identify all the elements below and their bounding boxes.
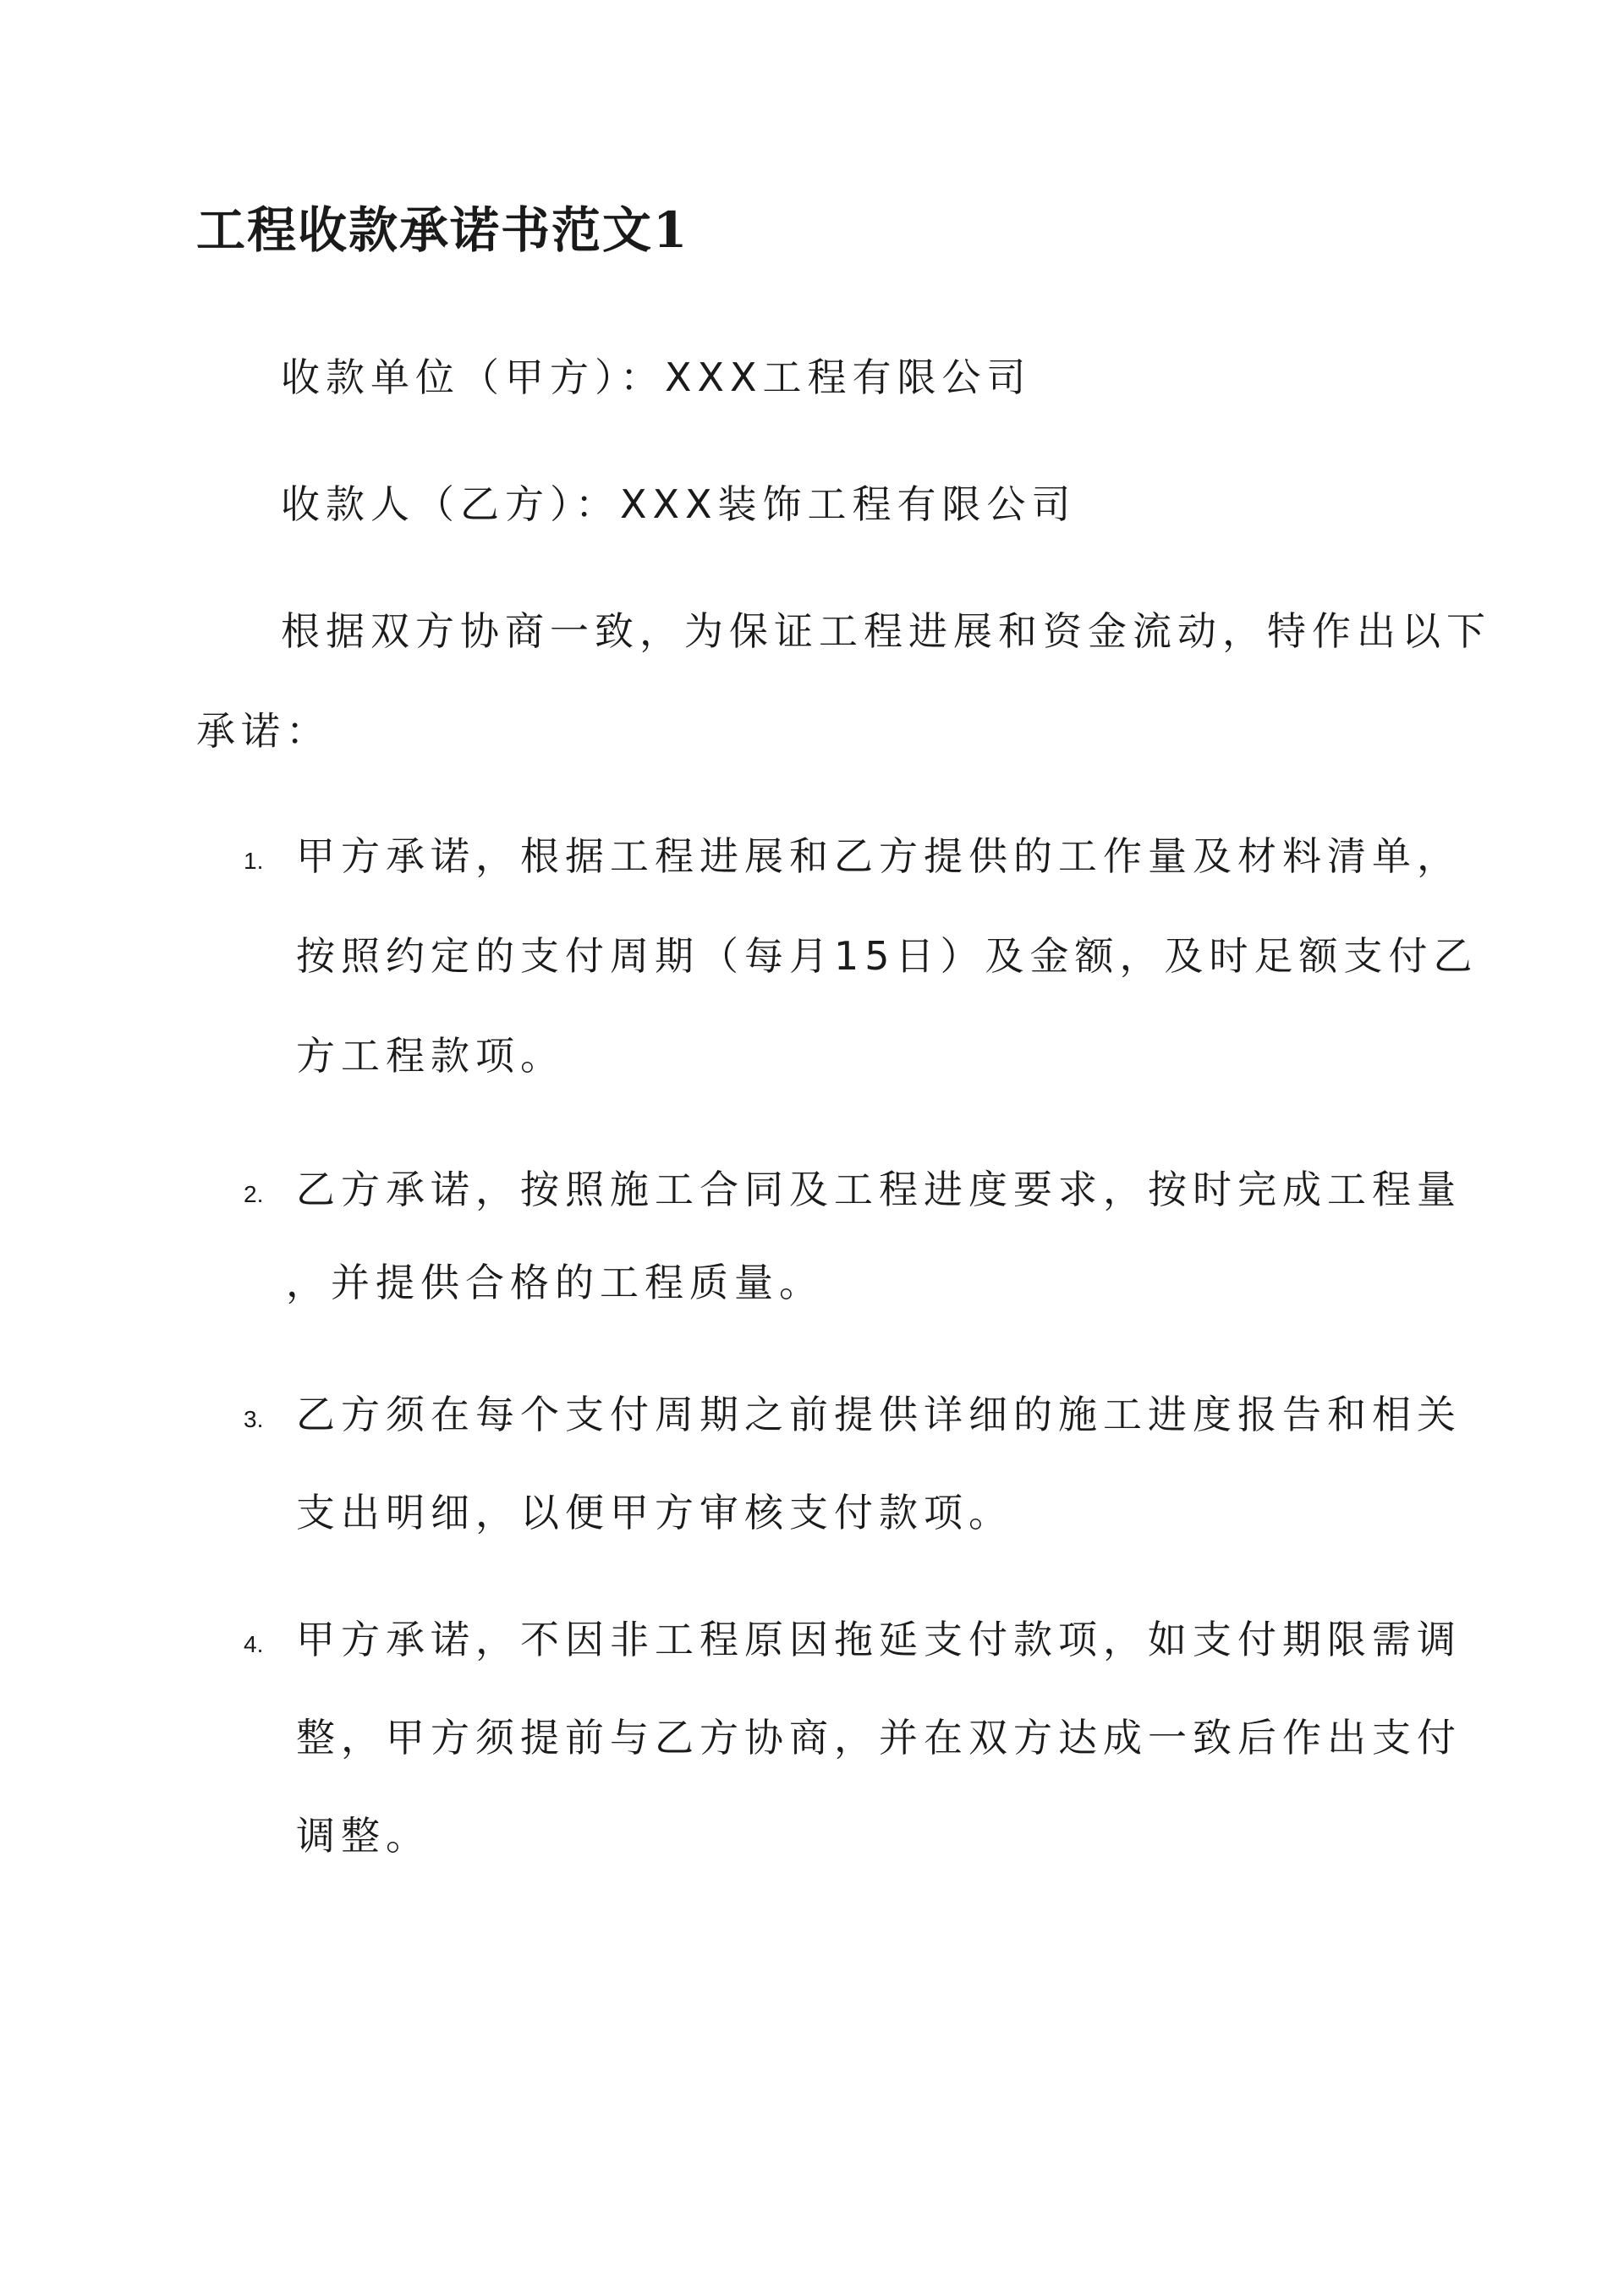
intro-line: 根据双方协商一致，为保证工程进展和资金流动，特作出以下 <box>281 608 1491 654</box>
item-line: 按照约定的支付周期（每月15日）及金额，及时足额支付乙 <box>296 933 1479 979</box>
item-line: 乙方承诺，按照施工合同及工程进度要求，按时完成工程量 <box>296 1167 1462 1212</box>
payee-line: 收款人（乙方）：XXX装饰工程有限公司 <box>281 481 1077 527</box>
item-line: 支出明细，以便甲方审核支付款项。 <box>296 1490 1013 1535</box>
intro-line: 承诺： <box>196 708 331 754</box>
item-line: 甲方承诺，不因非工程原因拖延支付款项，如支付期限需调 <box>296 1617 1462 1662</box>
item-number: 3. <box>244 1406 264 1432</box>
item-line: 乙方须在每个支付周期之前提供详细的施工进度报告和相关 <box>296 1392 1462 1437</box>
item-line: 方工程款项。 <box>296 1033 565 1079</box>
document-title: 工程收款承诺书范文1 <box>196 201 689 259</box>
item-number: 4. <box>244 1631 264 1657</box>
item-line: ，并提供合格的工程质量。 <box>286 1260 824 1305</box>
item-number: 1. <box>244 848 264 874</box>
payee-unit-line: 收款单位（甲方）：XXX工程有限公司 <box>281 354 1032 400</box>
item-number: 2. <box>244 1181 264 1207</box>
item-line: 整，甲方须提前与乙方协商，并在双方达成一致后作出支付 <box>296 1715 1462 1760</box>
item-line: 调整。 <box>296 1813 431 1859</box>
item-line: 甲方承诺，根据工程进展和乙方提供的工作量及材料清单， <box>296 833 1462 879</box>
